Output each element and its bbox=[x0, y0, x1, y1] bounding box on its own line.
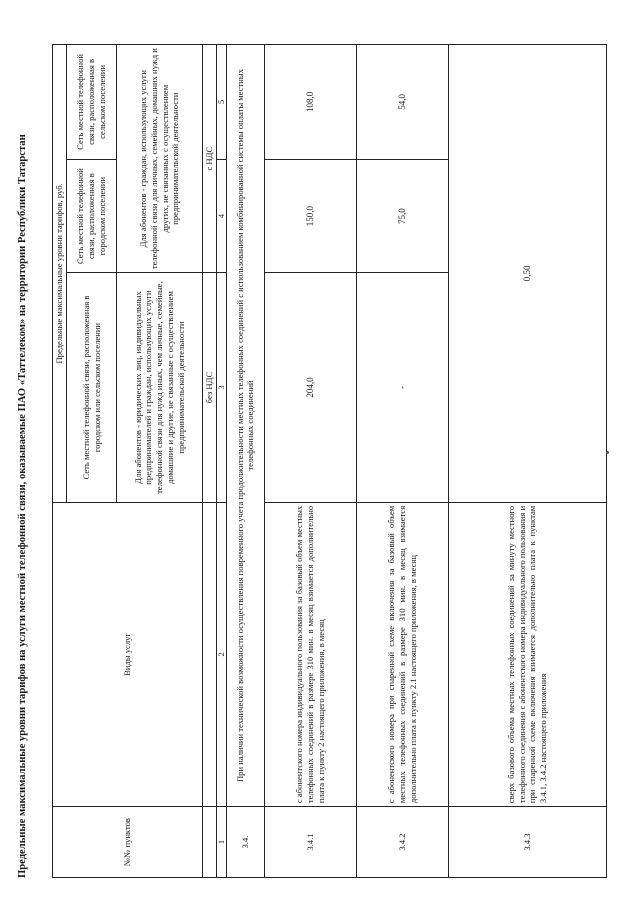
tariff-table bbox=[52, 44, 607, 878]
row-description: с абонентского номера индивидуального пользования за базовый объем местных телефонных соединений в размере 310 мин. в месяц взимается дополнительно плата к пункту 2 настоящего приложения, в месяц bbox=[264, 502, 356, 806]
col-header-subscribers-citizens: Для абонентов - граждан, использующих услуги телефонной связи для личных, семейных, домашних нужд и других, не связанных с осуществлением предпринимательской деятельности bbox=[117, 45, 203, 273]
col-index-5: 5 bbox=[216, 45, 226, 160]
col-header-services: Виды услуг bbox=[53, 502, 203, 806]
section-row bbox=[226, 45, 264, 878]
col-index-2: 2 bbox=[216, 502, 226, 806]
col-header-number: №№ пунктов bbox=[53, 807, 203, 878]
table-row bbox=[356, 45, 448, 878]
col-index-3: 3 bbox=[216, 273, 226, 503]
col-index-4: 4 bbox=[216, 159, 226, 272]
row-value-no-vat: - bbox=[356, 273, 448, 503]
col-header-no-vat: без НДС bbox=[203, 273, 217, 503]
table-row bbox=[264, 45, 356, 878]
row-value-no-vat: 204,0 bbox=[264, 273, 356, 503]
col-header-subscribers-legal: Для абонентов - юридических лиц, индивидуальных предпринимателей и граждан, использующих услуги телефонной связи для нужд иных, чем личные, семейные, домашние и другие, не связанные с осуществлением предпринимательской деятельности bbox=[117, 273, 203, 503]
row-description: с абонентского номера при спаренной схеме включения за базовый объем местных телефонных соединений в размере 310 мин. в месяц взимается дополнительно плата к пункту 2.1 настоящего приложения, в месяц bbox=[356, 502, 448, 806]
row-number: 3.4.1 bbox=[264, 807, 356, 878]
header-row-index bbox=[216, 45, 226, 878]
table-row bbox=[448, 45, 606, 878]
col-header-with-vat: с НДС bbox=[203, 45, 217, 273]
row-number: 3.4.3 bbox=[448, 807, 606, 878]
col-header-net-urban: Сеть местной телефонной связи, расположенная в городском поселении bbox=[67, 159, 117, 272]
row-value-rural: 108,0 bbox=[264, 45, 356, 160]
col-header-tariff-group: Предельные максимальные уровни тарифов, руб. bbox=[53, 45, 67, 503]
col-header-net-urban-rural: Сеть местной телефонной связи, расположенная в городском или сельском поселении bbox=[67, 273, 117, 503]
section-number: 3.4. bbox=[226, 807, 264, 878]
col-index-1: 1 bbox=[216, 807, 226, 878]
section-text: При наличии технической возможности осуществления повременного учета продолжительности местных телефонных соединений с использованием комбинированной системы оплаты местных телефонных соединений bbox=[226, 45, 264, 807]
col-header-net-rural: Сеть местной телефонной связи, расположенная в сельском поселении bbox=[67, 45, 117, 160]
document-title: Предельные максимальные уровни тарифов на услуги местной телефонной связи, оказываемые ПАО «Таттелеком» на территории Республики Татарстан bbox=[17, 134, 28, 878]
row-value-urban: 75,0 bbox=[356, 159, 448, 272]
row-value-rural: 54,0 bbox=[356, 45, 448, 160]
row-description: сверх базового объема местных телефонных соединений за минуту местного телефонного соединения с абонентского номера индивидуального пользования и при спаренной схеме включения взимается дополнительно плата к пунктам 3.4.1, 3.4.2 настоящего приложения bbox=[448, 502, 606, 806]
scan-dot-mark bbox=[606, 451, 609, 454]
row-value-urban: 150,0 bbox=[264, 159, 356, 272]
header-row-vat bbox=[203, 45, 217, 878]
row-value-merged: 0,50 bbox=[448, 45, 606, 503]
rotated-content bbox=[8, 8, 628, 888]
header-row-1 bbox=[53, 45, 67, 878]
row-number: 3.4.2 bbox=[356, 807, 448, 878]
